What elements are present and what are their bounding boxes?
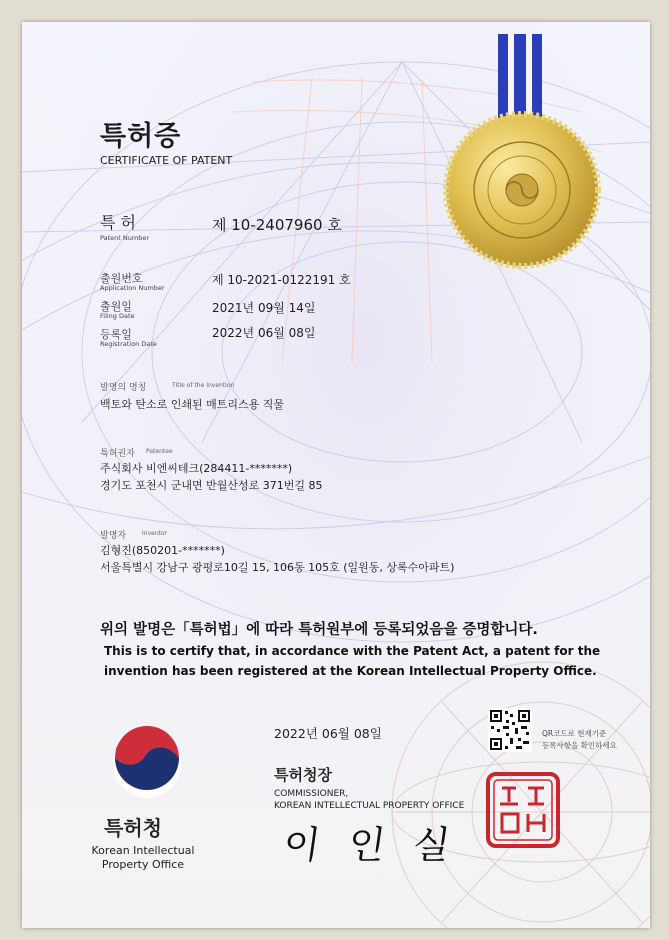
inventor-address: 서울특별시 강남구 광평로10길 15, 106동 105호 (일원동, 상록수아파트) bbox=[100, 561, 455, 574]
inventor-label: 발명자 bbox=[100, 531, 127, 541]
patentee-name: 주식회사 비엔씨테크(284411-*******) bbox=[100, 462, 293, 475]
office-name-en-line1: Korean Intellectual bbox=[91, 844, 195, 857]
certificate-title: 특허증 bbox=[100, 121, 182, 152]
office-name-en-line2: Property Office bbox=[101, 858, 185, 871]
commissioner-title-ko: 특허청장 bbox=[274, 766, 332, 784]
patent-number-value: 제 10-2407960 호 bbox=[212, 216, 342, 234]
invention-title-label-en: Title of the Invention bbox=[172, 382, 235, 389]
inventor-name: 김형진(850201-*******) bbox=[100, 544, 225, 557]
certification-statement-en-line2: invention has been registered at the Korean Intellectual Property Office. bbox=[104, 664, 597, 678]
certificate-paper bbox=[22, 22, 650, 928]
qr-code bbox=[488, 708, 532, 752]
filing-date-label: 출원일 bbox=[100, 300, 132, 313]
patent-number-label-en: Patent Number bbox=[100, 234, 150, 242]
office-name-ko: 특허청 bbox=[104, 816, 162, 840]
kipo-emblem-icon bbox=[113, 726, 181, 798]
application-number-label: 출원번호 bbox=[100, 272, 143, 285]
issue-date: 2022년 06월 08일 bbox=[274, 726, 382, 741]
invention-title-label: 발명의 명칭 bbox=[100, 383, 147, 393]
certification-statement-en-line1: This is to certify that, in accordance with the Patent Act, a patent for the bbox=[104, 644, 601, 658]
application-number-value: 제 10-2021-0122191 호 bbox=[212, 273, 351, 287]
invention-title-value: 백토와 탄소로 인쇄된 매트리스용 직물 bbox=[100, 398, 285, 411]
commissioner-title-en-line1: COMMISSIONER, bbox=[274, 789, 349, 799]
registration-date-label: 등록일 bbox=[100, 328, 132, 341]
filing-date-value: 2021년 09월 14일 bbox=[212, 301, 316, 315]
registration-date-label-en: Registration Date bbox=[100, 340, 157, 348]
application-number-label-en: Application Number bbox=[100, 284, 165, 292]
patentee-address: 경기도 포천시 군내면 반월산성로 371번길 85 bbox=[100, 479, 323, 492]
qr-instruction-line1: QR코드로 현재기준 bbox=[542, 729, 607, 738]
commissioner-title-en-line2: KOREAN INTELLECTUAL PROPERTY OFFICE bbox=[274, 801, 465, 811]
certification-statement-ko: 위의 발명은「특허법」에 따라 특허원부에 등록되었음을 증명합니다. bbox=[100, 622, 538, 638]
patent-number-label: 특 허 bbox=[100, 213, 136, 232]
filing-date-label-en: Filing Date bbox=[100, 312, 135, 320]
qr-instruction-line2: 등록사항을 확인하세요 bbox=[542, 741, 617, 750]
commissioner-signature: 이 인 실 bbox=[280, 823, 461, 867]
patentee-label-en: Patentee bbox=[146, 448, 173, 455]
inventor-label-en: Inventor bbox=[142, 530, 168, 537]
registration-date-value: 2022년 06월 08일 bbox=[212, 326, 316, 340]
gold-seal-icon bbox=[446, 114, 598, 266]
patentee-label: 특허권자 bbox=[100, 449, 135, 459]
certificate-subtitle: CERTIFICATE OF PATENT bbox=[100, 154, 233, 167]
